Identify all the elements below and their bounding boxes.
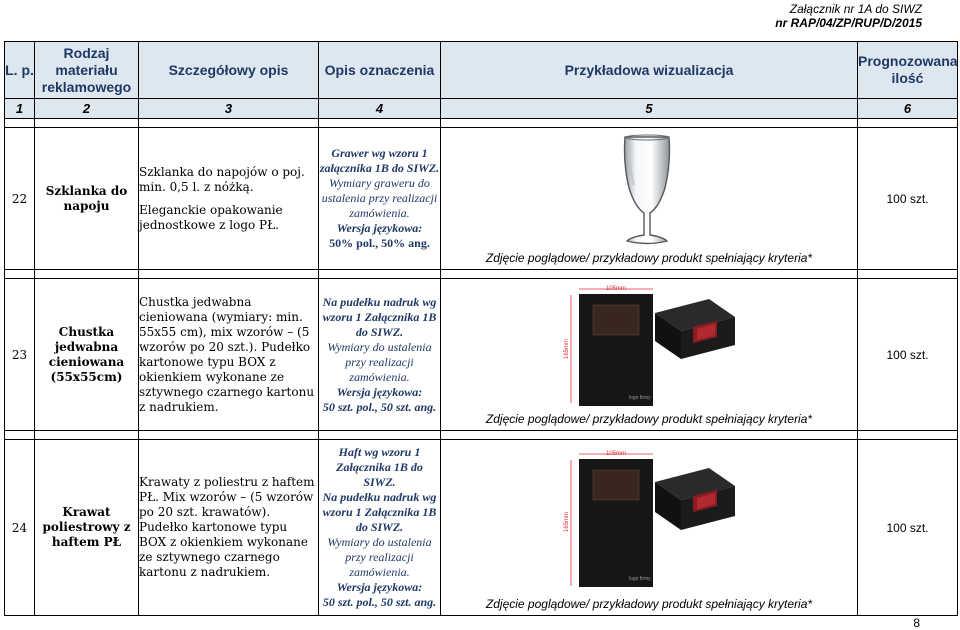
header-lp: L. p. (5, 42, 35, 99)
spacer-row (5, 119, 958, 128)
glass-image (615, 133, 679, 247)
col-number: 2 (35, 99, 139, 119)
row-visualization (441, 440, 858, 616)
col-number: 5 (441, 99, 858, 119)
description-paragraph: Eleganckie opakowanie jednostkowe z logo PŁ. (139, 202, 283, 232)
row-description (139, 440, 319, 616)
marking-embroidery: Haft wg wzoru 1 Załącznika 1B do SIWZ. (336, 445, 423, 489)
marking-engrave: Grawer wg wzoru 1 załącznika 1B do SIWZ. (319, 146, 440, 175)
marking-language-label: Wersja językowa: (336, 221, 423, 235)
row-marking (319, 279, 441, 431)
row-visualization (441, 128, 858, 270)
marking-dimensions: Wymiary do ustalenia przy realizacji zamówienia. (327, 339, 432, 384)
description-paragraph: Szklanka do napojów o poj. min. 0,5 l. z nóżką. (139, 164, 305, 194)
row-description (139, 128, 319, 270)
col-number: 3 (139, 99, 319, 119)
page-number: 8 (913, 616, 920, 630)
box-height-label: 165mm (564, 338, 570, 360)
row-quantity: 100 szt. (858, 128, 958, 270)
description-paragraph: Chustka jedwabna cieniowana (wymiary: min. 55x55 cm), mix wzorów – (5 wzorów po 20 szt.). Pudełko kartonowe typu BOX z okienkiem wykonane ze sztywnego czarnego kartonu z nadrukiem. (139, 294, 315, 414)
column-number-row (5, 99, 958, 119)
header-marking: Opis oznaczenia (319, 42, 441, 99)
visualization-caption: Zdjęcie poglądowe/ przykładowy produkt spełniający kryteria* (485, 597, 813, 611)
box-logo-text: logo firmy (629, 395, 651, 401)
table-row (5, 440, 958, 616)
attachment-line: Załącznik nr 1A do SIWZ (789, 2, 922, 16)
row-marking (319, 128, 441, 270)
header-description: Szczegółowy opis (139, 42, 319, 99)
row-lp: 24 (5, 440, 35, 616)
visualization-caption: Zdjęcie poglądowe/ przykładowy produkt spełniający kryteria* (485, 412, 813, 426)
row-material-name: Chustka jedwabna cieniowana (55x55cm) (35, 279, 139, 431)
visualization-caption: Zdjęcie poglądowe/ przykładowy produkt spełniający kryteria* (485, 251, 813, 265)
description-paragraph: Krawaty z poliestru z haftem PŁ. Mix wzorów – (5 wzorów po 20 szt. krawatów). Pudełko kartonowe typu BOX z okienkiem wykonane ze sztywnego czarnego kartonu z nadrukiem. (139, 475, 315, 579)
gift-box-image (559, 450, 759, 590)
document-header (775, 2, 922, 30)
row-description (139, 279, 319, 431)
table-row (5, 128, 958, 270)
marking-dimensions: Wymiary graweru do ustalenia przy realizacji zamówienia. (321, 176, 438, 220)
header-material-type: Rodzaj materiału reklamowego (35, 42, 139, 99)
marking-language-split: 50 szt. pol., 50 szt. ang. (322, 595, 437, 609)
col-number: 4 (319, 99, 441, 119)
marking-language-split: 50 szt. pol., 50 szt. ang. (322, 399, 437, 414)
spacer-row (5, 431, 958, 440)
row-material-name: Szklanka do napoju (35, 128, 139, 270)
spacer-row (5, 270, 958, 279)
box-width-label: 105mm (605, 451, 627, 457)
box-logo-text: logo firmy (629, 576, 651, 582)
col-number: 1 (5, 99, 35, 119)
reference-number: nr RAP/04/ZP/RUP/D/2015 (775, 16, 922, 30)
row-visualization (441, 279, 858, 431)
gift-box-image (559, 285, 759, 409)
row-material-name: Krawat poliestrowy z haftem PŁ (35, 440, 139, 616)
marking-print: Na pudełku nadruk wg wzoru 1 Załącznika 1B do SIWZ. (322, 490, 437, 534)
marking-language-label: Wersja językowa: (336, 384, 423, 399)
table-header-row (5, 42, 958, 99)
box-height-label: 165mm (564, 511, 570, 533)
header-quantity: Prognozowana ilość (858, 42, 958, 99)
marking-print: Na pudełku nadruk wg wzoru 1 Załącznika 1B do SIWZ. (322, 294, 437, 339)
table-row (5, 279, 958, 431)
col-number: 6 (858, 99, 958, 119)
row-marking (319, 440, 441, 616)
row-quantity: 100 szt. (858, 440, 958, 616)
marking-language-split: 50% pol., 50% ang. (329, 236, 430, 250)
marking-dimensions: Wymiary do ustalenia przy realizacji zamówienia. (327, 535, 432, 579)
row-lp: 23 (5, 279, 35, 431)
marking-language-label: Wersja językowa: (336, 580, 423, 594)
row-quantity: 100 szt. (858, 279, 958, 431)
header-visualization: Przykładowa wizualizacja (441, 42, 858, 99)
box-width-label: 105mm (605, 286, 627, 292)
row-lp: 22 (5, 128, 35, 270)
materials-table (4, 41, 958, 616)
